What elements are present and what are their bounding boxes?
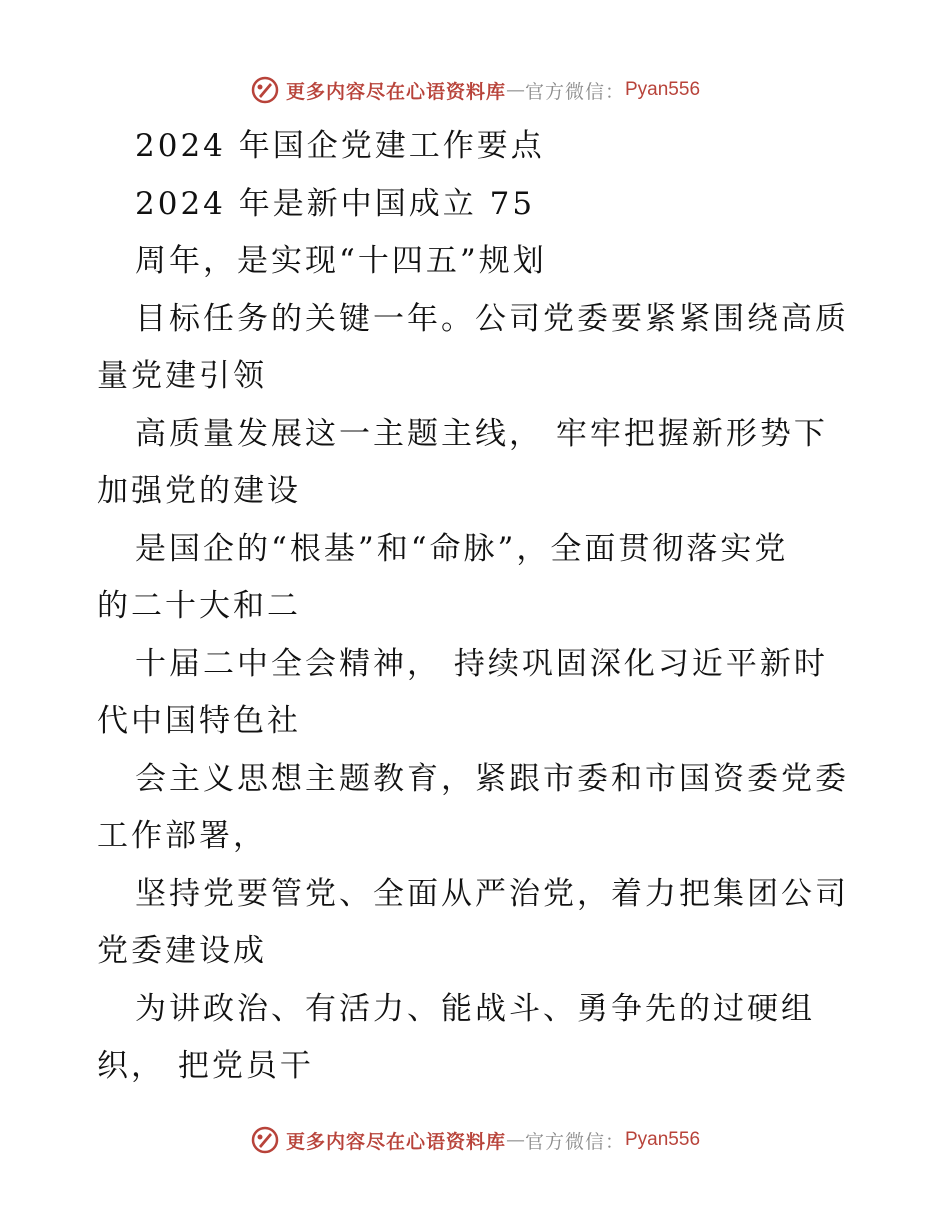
text-line: 代中国特色社: [97, 703, 301, 739]
text-line: 党委建设成: [97, 933, 267, 969]
watermark-brand: 更多内容尽在心语资料库: [285, 80, 506, 103]
watermark-separator: —: [505, 79, 525, 101]
text-line: 高质量发展这一主题主线， 牢牢把握新形势下: [135, 415, 828, 452]
watermark-wechat-id: Pyan556: [625, 79, 701, 100]
watermark-official: 官方微信：: [524, 80, 625, 103]
watermark-separator: —: [505, 1129, 525, 1151]
text-line: 加强党的建设: [97, 473, 301, 509]
watermark-brand: 更多内容尽在心语资料库: [285, 1130, 506, 1153]
watermark-official: 官方微信：: [524, 1130, 625, 1153]
text-line: 十届二中全会精神， 持续巩固深化习近平新时: [135, 645, 828, 682]
document-body: [97, 118, 857, 1096]
header-watermark: [0, 70, 950, 110]
text-line: 是国企的“根基”和“命脉”，全面贯彻落实党: [135, 530, 789, 567]
watermark-wechat-id: Pyan556: [625, 1129, 701, 1150]
text-line: 会主义思想主题教育，紧跟市委和市国资委党委: [135, 760, 849, 797]
text-line: 量党建引领: [97, 358, 267, 394]
text-line: 织， 把党员干: [97, 1048, 314, 1084]
text-line: 工作部署，: [97, 818, 267, 854]
text-line: 周年，是实现“十四五”规划: [135, 243, 547, 279]
text-line: 目标任务的关键一年。公司党委要紧紧围绕高质: [135, 300, 849, 337]
text-line: 的二十大和二: [97, 588, 301, 624]
text-line: 2024 年国企党建工作要点: [135, 128, 545, 164]
text-line: 坚持党要管党、全面从严治党，着力把集团公司: [135, 875, 849, 912]
footer-watermark: [0, 1120, 950, 1160]
text-line: 2024 年是新中国成立 75: [135, 185, 536, 222]
text-line: 为讲政治、有活力、能战斗、勇争先的过硬组: [135, 990, 815, 1027]
quill-seal-icon: [250, 1125, 280, 1155]
quill-seal-icon: [250, 75, 280, 105]
